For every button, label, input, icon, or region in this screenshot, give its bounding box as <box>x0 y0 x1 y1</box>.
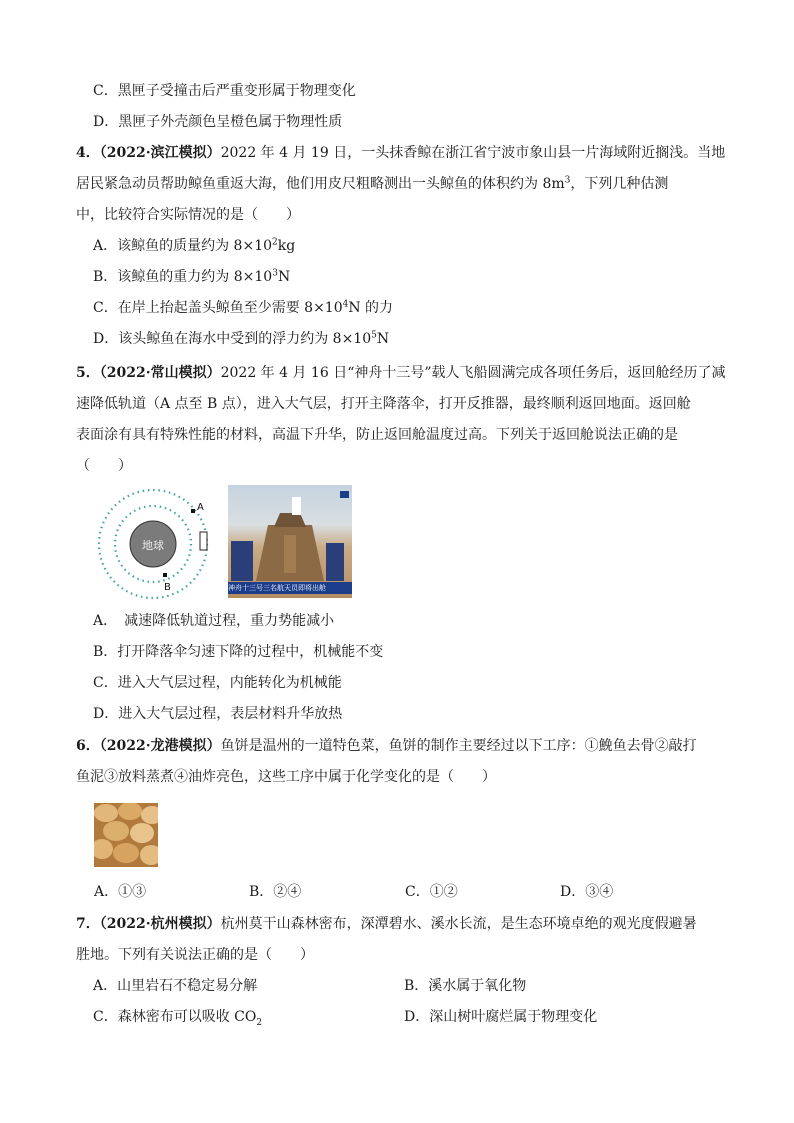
option-text: D．该头鲸鱼在海水中受到的浮力约为 8×10 <box>93 331 372 347</box>
q5-stem-line3: 表面涂有具有特殊性能的材料，高温下升华，防止返回舱温度过高。下列关于返回舱说法正确的是 <box>76 427 678 443</box>
q4-option-c <box>93 298 393 318</box>
q7-option-c <box>93 1007 262 1027</box>
option-text: C．森林密布可以吸收 CO <box>93 1009 257 1025</box>
superscript: 4 <box>342 299 349 310</box>
cake-piece <box>94 804 118 822</box>
option-text: A．该鲸鱼的质量约为 8×10 <box>93 238 273 254</box>
q4-option-a <box>93 236 295 256</box>
capsule-photo <box>228 485 352 598</box>
worker-figure <box>292 497 301 515</box>
q7-number: 7． <box>76 916 100 932</box>
cake-piece <box>118 803 142 820</box>
cake-piece <box>94 839 113 859</box>
q5-number: 5． <box>76 365 100 381</box>
fish-cake-photo <box>94 803 158 867</box>
worker-left <box>231 541 253 581</box>
option-text: C．在岸上抬起盖头鲸鱼至少需要 8×10 <box>93 300 343 316</box>
orbit-diagram <box>96 486 216 600</box>
cake-piece <box>130 823 154 843</box>
q3-option-d: D．黑匣子外壳颜色呈橙色属于物理性质 <box>93 114 343 130</box>
cake-piece <box>113 843 139 863</box>
capsule-top <box>274 513 306 527</box>
superscript: 3 <box>564 175 571 186</box>
point-b-label: B <box>164 582 171 593</box>
q6-option-b: B．②④ <box>249 884 302 900</box>
fish-cake-art <box>94 803 158 867</box>
q6-option-a: A．①③ <box>94 884 147 900</box>
point-a <box>191 509 195 513</box>
q4-source: （2022·滨江模拟） <box>99 145 221 161</box>
q7-stem-line1 <box>76 914 697 934</box>
q4-text: ，下列几种估测 <box>570 176 669 192</box>
unit: N <box>277 269 291 285</box>
q4-text: 居民紧急动员帮助鲸鱼重返大海，他们用皮尺粗略测出一头鲸鱼的体积约为 8m <box>76 176 565 192</box>
q7-stem-line2: 胜地。下列有关说法正确的是（ ） <box>76 947 314 963</box>
superscript: 3 <box>272 268 278 279</box>
capsule-icon <box>200 532 207 550</box>
q5-stem-line1 <box>76 363 726 383</box>
q6-option-c: C．①② <box>405 884 458 900</box>
q7-source: （2022·杭州模拟） <box>99 916 221 932</box>
q4-stem-line2 <box>76 174 668 194</box>
superscript: 5 <box>371 330 377 341</box>
q7-option-d: D．深山树叶腐烂属于物理变化 <box>404 1009 598 1025</box>
q7-text: 杭州莫干山森林密布，深潭碧水、溪水长流，是生态环境卓绝的观光度假避暑 <box>220 916 697 932</box>
q6-option-d: D．③④ <box>560 884 614 900</box>
q7-option-a: A．山里岩石不稳定易分解 <box>93 978 258 994</box>
q5-stem-line4: （ ） <box>76 458 132 474</box>
cake-piece <box>103 821 129 841</box>
earth-label: 地球 <box>142 539 164 552</box>
superscript: 2 <box>272 237 278 248</box>
q4-stem-line1 <box>76 143 725 163</box>
point-a-label: A <box>197 502 204 513</box>
q6-text: 鱼饼是温州的一道特色菜，鱼饼的制作主要经过以下工序：①鮸鱼去骨②敲打 <box>220 738 697 754</box>
cake-piece <box>140 845 158 865</box>
q4-text: 2022 年 4 月 19 日，一头抹香鲸在浙江省宁波市象山县一片海域附近搁浅。当地 <box>220 145 726 161</box>
q6-number: 6． <box>76 738 100 754</box>
q4-option-b <box>93 267 290 287</box>
station-logo-icon <box>340 491 349 498</box>
unit: N <box>376 331 390 347</box>
q5-text: 2022 年 4 月 16 日“神舟十三号”载人飞船圆满完成各项任务后，返回舱经历了减 <box>220 365 726 381</box>
unit: kg <box>277 238 296 254</box>
q6-stem-line2: 鱼泥③放料蒸煮④油炸亮色，这些工序中属于化学变化的是（ ） <box>76 769 496 785</box>
q5-option-c: C．进入大气层过程，内能转化为机械能 <box>93 675 342 691</box>
q6-stem-line1 <box>76 736 697 756</box>
q4-number: 4． <box>76 145 100 161</box>
q5-option-b: B．打开降落伞匀速下降的过程中，机械能不变 <box>93 644 384 660</box>
subscript: 2 <box>256 1017 263 1028</box>
worker-right <box>326 543 344 581</box>
photo-caption: 神舟十三号三名航天员即将出舱 <box>228 582 352 594</box>
q3-option-c: C．黑匣子受撞击后严重变形属于物理变化 <box>93 83 356 99</box>
q7-option-b: B．溪水属于氧化物 <box>404 978 527 994</box>
q5-option-d: D．进入大气层过程，表层材料升华放热 <box>93 706 343 722</box>
q6-source: （2022·龙港模拟） <box>99 738 221 754</box>
point-b <box>163 573 167 577</box>
q5-stem-line2: 速降低轨道（A 点至 B 点），进入大气层，打开主降落伞，打开反推器，最终顺利返回地面。返回舱 <box>76 396 691 412</box>
q5-source: （2022·常山模拟） <box>99 365 221 381</box>
cake-piece <box>141 806 158 824</box>
unit: N 的力 <box>348 300 394 316</box>
option-text: B．该鲸鱼的重力约为 8×10 <box>93 269 273 285</box>
q4-stem-line3: 中，比较符合实际情况的是（ ） <box>76 207 300 223</box>
q4-option-d <box>93 329 389 349</box>
q5-option-a: A． 减速降低轨道过程，重力势能减小 <box>93 613 335 629</box>
capsule-door <box>284 535 296 573</box>
